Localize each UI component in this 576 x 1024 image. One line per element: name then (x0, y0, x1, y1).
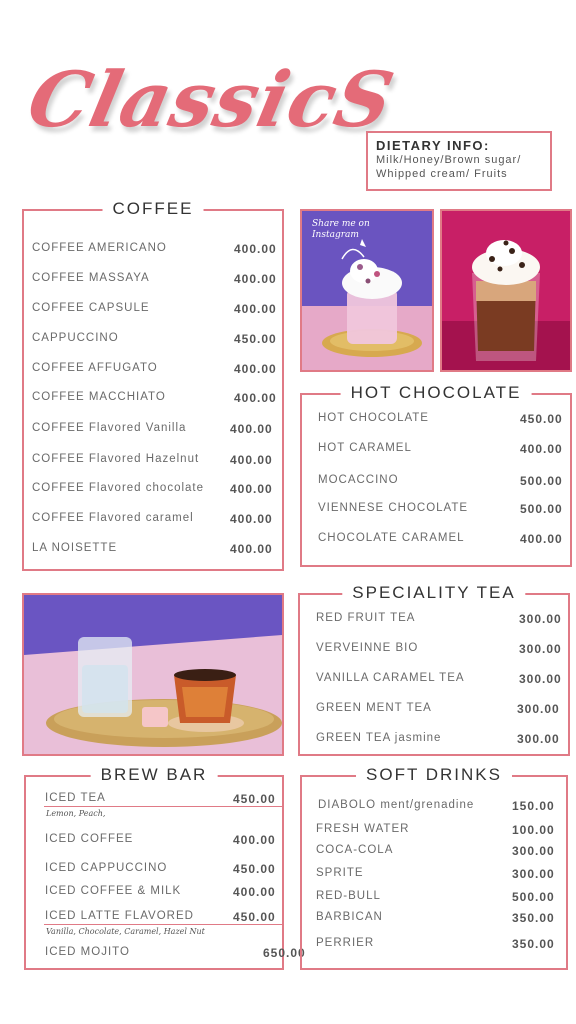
menu-title: ClassicS (20, 55, 402, 144)
item-price: 400.00 (230, 422, 273, 436)
item-price: 150.00 (512, 799, 555, 813)
item-name: ICED COFFEE (45, 833, 134, 845)
item-price: 650.00 (263, 946, 306, 960)
item-name: COFFEE Flavored chocolate (32, 482, 205, 494)
item-name: ICED MOJITO (45, 946, 130, 958)
item-name: COFFEE CAPSULE (32, 302, 150, 314)
item-name: ICED COFFEE & MILK (45, 885, 182, 897)
item-name: FRESH WATER (316, 823, 410, 835)
item-price: 400.00 (234, 242, 277, 256)
item-name: VERVEINNE BIO (316, 642, 419, 654)
brew-bar-section (24, 765, 306, 970)
item-price: 400.00 (230, 542, 273, 556)
milkshake-photo (300, 209, 434, 372)
item-price: 300.00 (519, 612, 562, 626)
item-price: 450.00 (520, 412, 563, 426)
item-name: COFFEE Flavored Vanilla (32, 422, 187, 434)
item-name: GREEN MENT TEA (316, 702, 432, 714)
item-price: 500.00 (520, 474, 563, 488)
item-price: 400.00 (230, 482, 273, 496)
item-name: COFFEE Flavored caramel (32, 512, 194, 524)
turkish-coffee-photo (22, 593, 284, 756)
item-price: 400.00 (234, 272, 277, 286)
item-name: PERRIER (316, 937, 375, 949)
item-name: COCA-COLA (316, 844, 394, 856)
item-price: 400.00 (234, 391, 277, 405)
item-name: VIENNESE CHOCOLATE (318, 502, 469, 514)
item-name: COFFEE AFFUGATO (32, 362, 158, 374)
item-name: SPRITE (316, 867, 364, 879)
item-price: 500.00 (512, 890, 555, 904)
item-name: BARBICAN (316, 911, 383, 923)
item-price: 400.00 (520, 442, 563, 456)
item-name: DIABOLO ment/grenadine (318, 799, 475, 811)
item-price: 300.00 (512, 867, 555, 881)
dietary-heading: DIETARY INFO: (376, 138, 490, 153)
share-caption-line-2: Instagram (312, 230, 359, 240)
turkish-coffee-image (24, 595, 282, 754)
item-underline (44, 806, 284, 807)
speciality-tea-section (298, 583, 570, 756)
item-price: 400.00 (234, 302, 277, 316)
hot-chocolate-image (442, 211, 570, 370)
item-note: Lemon, Peach, (46, 809, 106, 818)
hot-chocolate-heading: HOT CHOCOLATE (341, 383, 532, 403)
item-name: COFFEE MASSAYA (32, 272, 150, 284)
item-price: 100.00 (512, 823, 555, 837)
brew-bar-heading: BREW BAR (91, 765, 218, 785)
item-price: 300.00 (512, 844, 555, 858)
item-underline (44, 924, 284, 925)
item-name: COFFEE AMERICANO (32, 242, 167, 254)
soft-drinks-heading: SOFT DRINKS (356, 765, 512, 785)
hot-chocolate-section (300, 383, 572, 567)
item-name: VANILLA CARAMEL TEA (316, 672, 465, 684)
item-name: ICED LATTE FLAVORED (45, 910, 194, 922)
item-name: LA NOISETTE (32, 542, 118, 554)
item-name: ICED TEA (45, 792, 106, 804)
item-name: RED-BULL (316, 890, 381, 902)
soft-drinks-section (300, 765, 568, 970)
item-price: 400.00 (520, 532, 563, 546)
item-price: 450.00 (234, 332, 277, 346)
item-price: 450.00 (233, 792, 276, 806)
dietary-info-box (366, 131, 552, 191)
item-name: CAPPUCCINO (32, 332, 119, 344)
coffee-heading: COFFEE (103, 199, 204, 219)
item-price: 300.00 (517, 732, 560, 746)
item-price: 350.00 (512, 911, 555, 925)
item-price: 400.00 (230, 512, 273, 526)
item-price: 500.00 (520, 502, 563, 516)
item-price: 450.00 (233, 862, 276, 876)
item-name: RED FRUIT TEA (316, 612, 416, 624)
item-price: 350.00 (512, 937, 555, 951)
item-name: GREEN TEA jasmine (316, 732, 442, 744)
item-name: COFFEE MACCHIATO (32, 391, 166, 403)
share-caption-line-1: Share me on (312, 219, 370, 229)
dietary-line-2: Whipped cream/ Fruits (376, 168, 508, 180)
item-price: 400.00 (233, 885, 276, 899)
item-price: 400.00 (230, 453, 273, 467)
item-name: CHOCOLATE CARAMEL (318, 532, 465, 544)
item-name: HOT CARAMEL (318, 442, 412, 454)
item-note: Vanilla, Chocolate, Caramel, Hazel Nut (46, 927, 205, 936)
item-price: 300.00 (519, 672, 562, 686)
item-price: 450.00 (233, 910, 276, 924)
item-price: 300.00 (519, 642, 562, 656)
item-price: 400.00 (234, 362, 277, 376)
item-name: MOCACCINO (318, 474, 399, 486)
item-name: ICED CAPPUCCINO (45, 862, 168, 874)
speciality-tea-heading: SPECIALITY TEA (342, 583, 525, 603)
share-caption (312, 219, 370, 241)
coffee-section (22, 199, 284, 571)
item-price: 300.00 (517, 702, 560, 716)
item-name: HOT CHOCOLATE (318, 412, 429, 424)
item-name: COFFEE Flavored Hazelnut (32, 453, 200, 465)
hot-chocolate-photo (440, 209, 572, 372)
dietary-line-1: Milk/Honey/Brown sugar/ (376, 154, 522, 166)
item-price: 400.00 (233, 833, 276, 847)
